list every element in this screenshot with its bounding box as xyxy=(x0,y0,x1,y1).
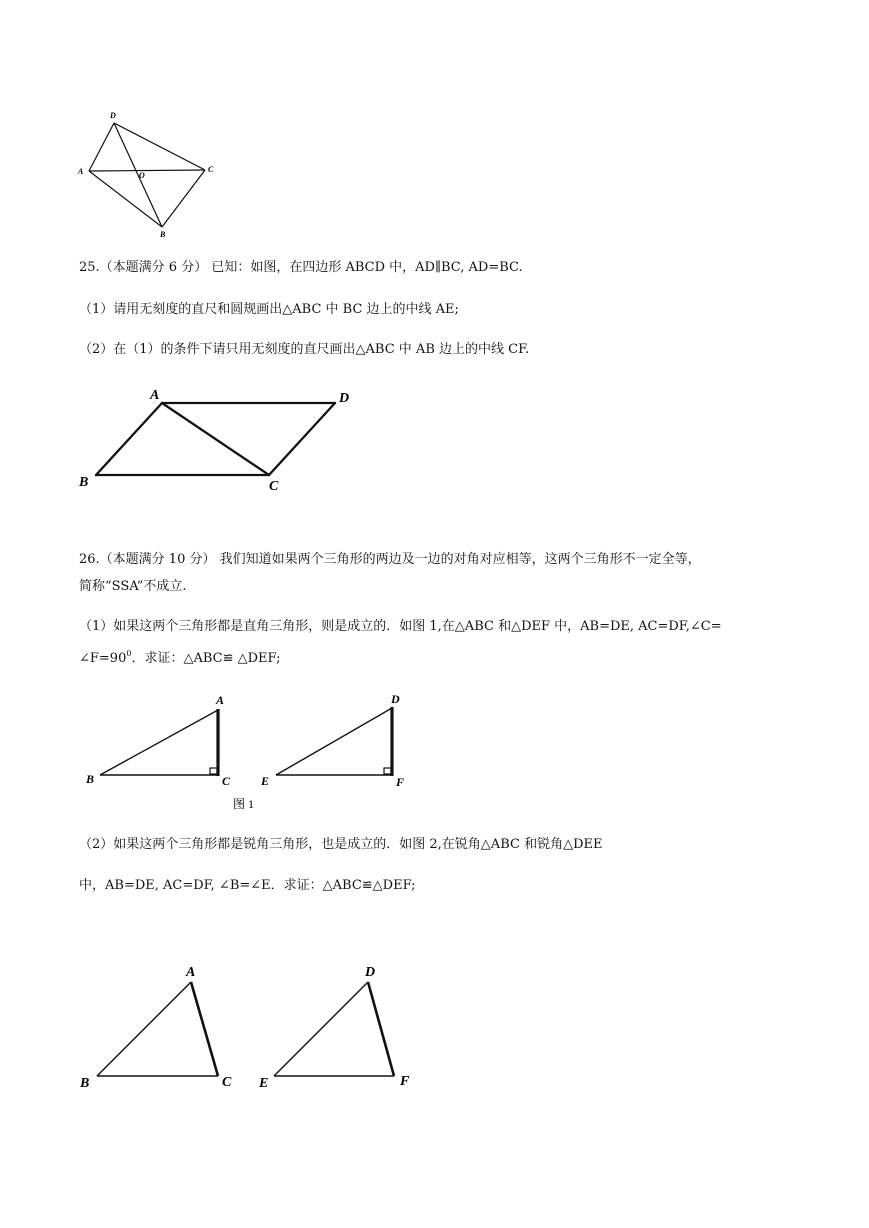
point-label-a: A xyxy=(186,965,196,980)
point-label-e: E xyxy=(259,1076,269,1091)
q26-header-line1: 26.（本题满分 10 分） 我们知道如果两个三角形的两边及一边的对角对应相等，这两个三角形不一定全等， xyxy=(79,552,701,567)
point-label-e: E xyxy=(261,774,270,788)
point-label-c: C xyxy=(222,774,231,788)
q26-part1-prove: ．求证：△ABC≌ △DEF; xyxy=(131,651,281,666)
q26-part2-line2: 中，AB=DE, AC=DF, ∠B=∠E．求证：△ABC≌△DEF; xyxy=(79,878,416,893)
q26-part1-line1: （1）如果这两个三角形都是直角三角形，则是成立的．如图 1,在△ABC 和△DEF 中，AB=DE, AC=DF,∠C= xyxy=(79,619,722,634)
point-label-c: C xyxy=(269,479,279,494)
point-label-d: D xyxy=(110,111,116,120)
q25-part1: （1）请用无刻度的直尺和圆规画出△ABC 中 BC 边上的中线 AE; xyxy=(79,302,459,317)
point-label-o: O xyxy=(139,171,145,180)
figure1-caption: 图 1 xyxy=(233,797,255,811)
q26-part1-angle: ∠F=90 xyxy=(79,651,127,666)
q26-part2-line1: （2）如果这两个三角形都是锐角三角形，也是成立的．如图 2,在锐角△ABC 和锐角△DEE xyxy=(79,837,603,852)
point-label-b: B xyxy=(80,1076,90,1091)
q25-header: 25.（本题满分 6 分） 已知：如图，在四边形 ABCD 中，AD∥BC, AD=BC. xyxy=(79,260,523,275)
point-label-a: A xyxy=(150,388,160,403)
point-label-d: D xyxy=(365,965,376,980)
point-label-a: A xyxy=(78,167,84,176)
point-label-c: C xyxy=(222,1075,232,1090)
degree-superscript: 0 xyxy=(126,649,132,658)
point-label-d: D xyxy=(339,391,350,406)
point-label-d: D xyxy=(391,692,400,706)
point-label-b: B xyxy=(79,475,89,490)
point-label-f: F xyxy=(400,1074,410,1089)
point-label-f: F xyxy=(396,775,405,789)
point-label-b: B xyxy=(160,230,166,239)
point-label-a: A xyxy=(216,693,225,707)
q25-part2: （2）在（1）的条件下请只用无刻度的直尺画出△ABC 中 AB 边上的中线 CF. xyxy=(79,342,530,357)
point-label-c: C xyxy=(208,165,214,174)
q26-part1-line2 xyxy=(79,645,280,668)
point-label-b: B xyxy=(86,772,95,786)
q26-header-line2: 简称“SSA”不成立. xyxy=(79,579,187,594)
